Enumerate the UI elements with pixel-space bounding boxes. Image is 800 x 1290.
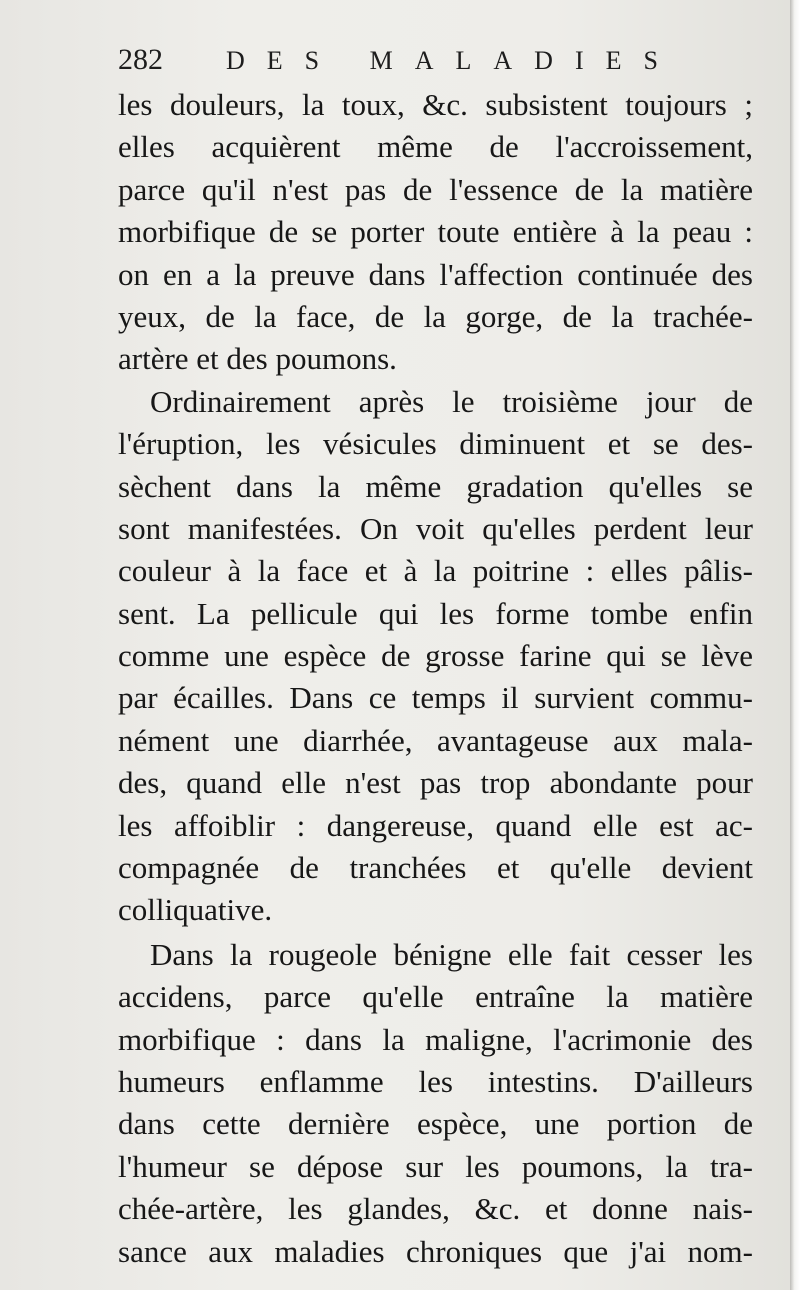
text-line: yeux, de la face, de la gorge, de la trachée-: [118, 298, 753, 334]
text-line: on en a la preuve dans l'affection continuée des: [118, 256, 753, 292]
text-line: les affoiblir : dangereuse, quand elle est ac-: [118, 807, 753, 843]
text-line: l'humeur se dépose sur les poumons, la tra-: [118, 1148, 753, 1184]
text-line: morbifique : dans la maligne, l'acrimonie des: [118, 1021, 753, 1057]
text-line: dans cette dernière espèce, une portion de: [118, 1106, 753, 1142]
text-line: accidens, parce qu'elle entraîne la matière: [118, 979, 753, 1015]
text-line: comme une espèce de grosse farine qui se lève: [118, 638, 753, 674]
text-line: couleur à la face et à la poitrine : elles pâlis-: [118, 553, 753, 589]
text-line: humeurs enflamme les intestins. D'ailleurs: [118, 1063, 753, 1099]
text-line: Dans la rougeole bénigne elle fait cesser les: [150, 936, 753, 972]
text-line: les douleurs, la toux, &c. subsistent toujours ;: [118, 87, 753, 122]
text-line: elles acquièrent même de l'accroissement,: [118, 129, 753, 165]
page-header: [118, 42, 680, 82]
text-line: sent. La pellicule qui les forme tombe enfin: [118, 595, 753, 631]
running-head: DES MALADIES: [226, 46, 680, 75]
text-line: colliquative.: [118, 892, 273, 928]
text-line: des, quand elle n'est pas trop abondante pour: [118, 765, 753, 801]
page-number: 282: [118, 43, 163, 76]
text-line: sont manifestées. On voit qu'elles perdent leur: [118, 510, 753, 546]
text-line: l'éruption, les vésicules diminuent et se des-: [118, 426, 753, 462]
text-line: chée-artère, les glandes, &c. et donne nais-: [118, 1191, 753, 1227]
text-line: artère et des poumons.: [118, 341, 397, 377]
page-edge: [790, 0, 800, 1290]
text-line: morbifique de se porter toute entière à la peau :: [118, 214, 753, 250]
text-line: nément une diarrhée, avantageuse aux mala-: [118, 722, 753, 758]
body-text: [118, 84, 753, 1273]
text-line: Ordinairement après le troisième jour de: [150, 383, 753, 419]
text-line: sèchent dans la même gradation qu'elles se: [118, 468, 753, 504]
text-line: par écailles. Dans ce temps il survient commu-: [118, 680, 753, 716]
text-line: sance aux maladies chroniques que j'ai nom-: [118, 1233, 753, 1269]
text-line: parce qu'il n'est pas de l'essence de la matière: [118, 171, 753, 207]
text-line: compagnée de tranchées et qu'elle devient: [118, 850, 753, 886]
